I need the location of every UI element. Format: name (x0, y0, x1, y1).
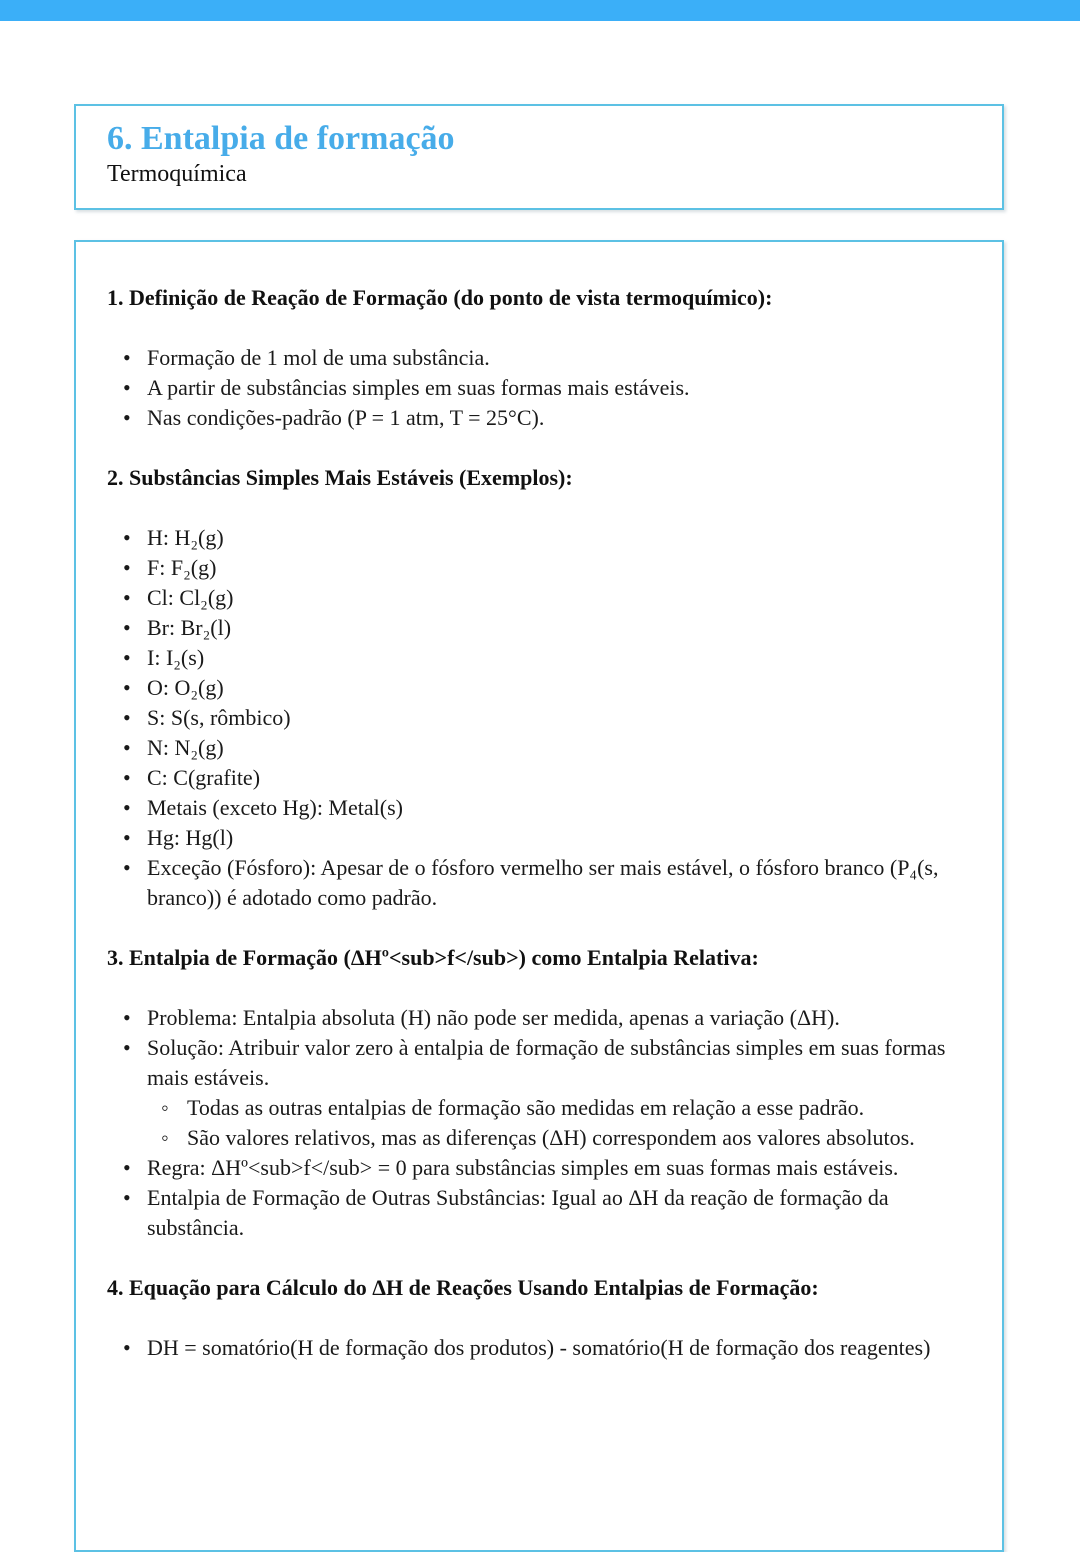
item-text: DH = somatório(H de formação dos produtos) - somatório(H de formação dos reagentes) (147, 1335, 931, 1360)
item-text: Br: Br₂(l) (147, 615, 232, 640)
item-text: H: H₂(g) (147, 525, 224, 550)
list-item (147, 553, 968, 583)
item-text: Hg: Hg(l) (147, 825, 234, 850)
list-item (147, 703, 968, 733)
section (107, 943, 968, 1243)
item-text: Exceção (Fósforo): Apesar de o fósforo vermelho ser mais estável, o fósforo branco (P₄(s, branco)) é adotado como padrão. (147, 855, 939, 910)
list-item (147, 763, 968, 793)
page-title: 6. Entalpia de formação (107, 120, 455, 157)
subitem-text: São valores relativos, mas as diferenças (ΔH) correspondem aos valores absolutos. (187, 1125, 915, 1150)
item-text: F: F₂(g) (147, 555, 217, 580)
item-text: I: I₂(s) (147, 645, 205, 670)
list-item (147, 1333, 968, 1363)
section-heading: 3. Entalpia de Formação (ΔHº<sub>f</sub>) como Entalpia Relativa: (107, 945, 759, 970)
section (107, 283, 968, 433)
sub-list (147, 1093, 968, 1153)
bullet-list (107, 1003, 968, 1243)
list-item (147, 1183, 968, 1243)
section-heading: 4. Equação para Cálculo do ΔH de Reações Usando Entalpias de Formação: (107, 1275, 819, 1300)
section-heading: 1. Definição de Reação de Formação (do ponto de vista termoquímico): (107, 285, 773, 310)
item-text: N: N₂(g) (147, 735, 224, 760)
item-text: Solução: Atribuir valor zero à entalpia de formação de substâncias simples em suas formas mais estáveis. (147, 1035, 946, 1090)
header-box (74, 104, 1004, 210)
list-item (147, 793, 968, 823)
top-accent-bar (0, 0, 1080, 21)
item-text: Regra: ΔHº<sub>f</sub> = 0 para substâncias simples em suas formas mais estáveis. (147, 1155, 899, 1180)
subitem-text: Todas as outras entalpias de formação são medidas em relação a esse padrão. (187, 1095, 865, 1120)
item-text: Entalpia de Formação de Outras Substâncias: Igual ao ΔH da reação de formação da substância. (147, 1185, 889, 1240)
list-item (147, 523, 968, 553)
list-item (147, 1033, 968, 1153)
item-text: Cl: Cl₂(g) (147, 585, 234, 610)
list-item (147, 643, 968, 673)
list-item (147, 583, 968, 613)
bullet-list (107, 1333, 968, 1363)
list-item (147, 373, 968, 403)
sub-list-item (187, 1123, 968, 1153)
item-text: O: O₂(g) (147, 675, 224, 700)
bullet-list (107, 523, 968, 913)
list-item (147, 673, 968, 703)
list-item (147, 403, 968, 433)
item-text: Formação de 1 mol de uma substância. (147, 345, 490, 370)
list-item (147, 853, 968, 913)
item-text: A partir de substâncias simples em suas formas mais estáveis. (147, 375, 690, 400)
list-item (147, 733, 968, 763)
content-box (74, 240, 1004, 1552)
section (107, 1273, 968, 1363)
list-item (147, 343, 968, 373)
section-heading: 2. Substâncias Simples Mais Estáveis (Exemplos): (107, 465, 573, 490)
list-item (147, 1003, 968, 1033)
item-text: C: C(grafite) (147, 765, 261, 790)
item-text: Metais (exceto Hg): Metal(s) (147, 795, 403, 820)
list-item (147, 1153, 968, 1183)
page-subtitle: Termoquímica (107, 161, 247, 187)
bullet-list (107, 343, 968, 433)
item-text: Problema: Entalpia absoluta (H) não pode ser medida, apenas a variação (ΔH). (147, 1005, 840, 1030)
item-text: Nas condições-padrão (P = 1 atm, T = 25°C). (147, 405, 545, 430)
item-text: S: S(s, rômbico) (147, 705, 291, 730)
list-item (147, 613, 968, 643)
list-item (147, 823, 968, 853)
sub-list-item (187, 1093, 968, 1123)
section (107, 463, 968, 913)
